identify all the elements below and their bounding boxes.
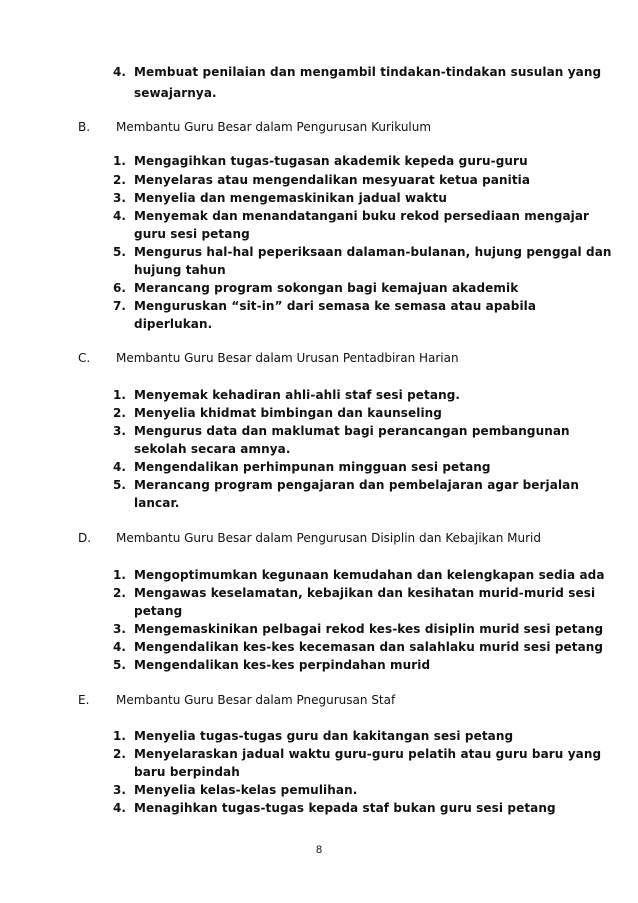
list-text: guru sesi petang [134,227,250,241]
list-text: Mengurus hal-hal peperiksaan dalaman-bulanan, hujung penggal dan [134,245,612,259]
list-number: 1. [113,729,126,743]
page-number: 8 [315,844,323,856]
list-text: diperlukan. [134,317,213,331]
list-text: Mengendalikan kes-kes perpindahan murid [134,658,431,672]
list-text: Membuat penilaian dan mengambil tindakan-tindakan susulan yang [134,65,602,79]
list-text: Menyemak kehadiran ahli-ahli staf sesi petang. [134,388,461,402]
list-number: 3. [113,622,126,636]
list-number: 5. [113,658,126,672]
list-item [0,584,638,602]
list-number: 4. [113,65,126,79]
list-item [0,404,638,422]
list-item [0,152,638,170]
list-number: 6. [113,281,126,295]
list-text: Menyelia khidmat bimbingan dan kaunseling [134,406,443,420]
list-number: 3. [113,191,126,205]
section-title: Membantu Guru Besar dalam Pnegurusan Staf [116,693,396,707]
section-heading [0,529,638,547]
list-item [0,279,638,297]
list-item [0,566,638,584]
list-item-continuation [0,763,638,781]
list-text: Mengawas keselamatan, kebajikan dan kesihatan murid-murid sesi [134,586,596,600]
section-letter: B. [78,120,91,134]
list-number: 4. [113,640,126,654]
list-item-continuation [0,261,638,279]
list-item [0,171,638,189]
section-title: Membantu Guru Besar dalam Pengurusan Kurikulum [116,120,432,134]
list-text: Mengemaskinikan pelbagai rekod kes-kes disiplin murid sesi petang [134,622,604,636]
list-text: Menyelia tugas-tugas guru dan kakitangan sesi petang [134,729,514,743]
section-heading [0,118,638,136]
list-item [0,638,638,656]
list-number: 2. [113,173,126,187]
list-text: Menguruskan “sit-in” dari semasa ke semasa atau apabila [134,299,537,313]
list-number: 2. [113,747,126,761]
list-item-continuation [0,602,638,620]
list-number: 5. [113,245,126,259]
section-heading [0,349,638,367]
list-text: Merancang program sokongan bagi kemajuan akademik [134,281,519,295]
list-text: baru berpindah [134,765,240,779]
list-text: Mengagihkan tugas-tugasan akademik kepeda guru-guru [134,154,528,168]
list-item [0,745,638,763]
list-text: Mengendalikan perhimpunan mingguan sesi petang [134,460,491,474]
list-item [0,727,638,745]
list-text: Menyemak dan menandatangani buku rekod persediaan mengajar [134,209,590,223]
list-item [0,656,638,674]
list-text: sekolah secara amnya. [134,442,291,456]
list-number: 2. [113,586,126,600]
list-number: 4. [113,209,126,223]
section-letter: D. [78,531,92,545]
list-item [0,207,638,225]
list-text: Menyelaras atau mengendalikan mesyuarat ketua panitia [134,173,531,187]
section-heading [0,691,638,709]
list-item-continuation [0,84,638,102]
list-text: Menagihkan tugas-tugas kepada staf bukan guru sesi petang [134,801,556,815]
list-item-continuation [0,315,638,333]
list-text: hujung tahun [134,263,226,277]
list-item-continuation [0,440,638,458]
list-text: lancar. [134,496,180,510]
list-text: Menyelia kelas-kelas pemulihan. [134,783,358,797]
list-item [0,620,638,638]
list-number: 1. [113,154,126,168]
list-item [0,243,638,261]
list-text: petang [134,604,183,618]
section-letter: E. [78,693,90,707]
list-item [0,297,638,315]
section-title: Membantu Guru Besar dalam Urusan Pentadbiran Harian [116,351,459,365]
list-item-continuation [0,225,638,243]
list-number: 3. [113,424,126,438]
list-item [0,386,638,404]
list-text: Mengendalikan kes-kes kecemasan dan salahlaku murid sesi petang [134,640,604,654]
section-title: Membantu Guru Besar dalam Pengurusan Disiplin dan Kebajikan Murid [116,531,542,545]
list-item [0,422,638,440]
list-number: 7. [113,299,126,313]
list-text: sewajarnya. [134,86,217,100]
list-text: Mengoptimumkan kegunaan kemudahan dan kelengkapan sedia ada [134,568,605,582]
list-item [0,799,638,817]
section-letter: C. [78,351,91,365]
list-item [0,458,638,476]
list-text: Merancang program pengajaran dan pembelajaran agar berjalan [134,478,580,492]
list-text: Mengurus data dan maklumat bagi perancangan pembangunan [134,424,570,438]
list-number: 1. [113,568,126,582]
list-number: 3. [113,783,126,797]
list-item-continuation [0,494,638,512]
list-text: Menyelia dan mengemaskinikan jadual waktu [134,191,447,205]
list-number: 5. [113,478,126,492]
list-number: 4. [113,801,126,815]
list-number: 2. [113,406,126,420]
list-number: 1. [113,388,126,402]
list-text: Menyelaraskan jadual waktu guru-guru pelatih atau guru baru yang [134,747,602,761]
list-item [0,189,638,207]
list-item [0,63,638,81]
list-number: 4. [113,460,126,474]
list-item [0,781,638,799]
list-item [0,476,638,494]
